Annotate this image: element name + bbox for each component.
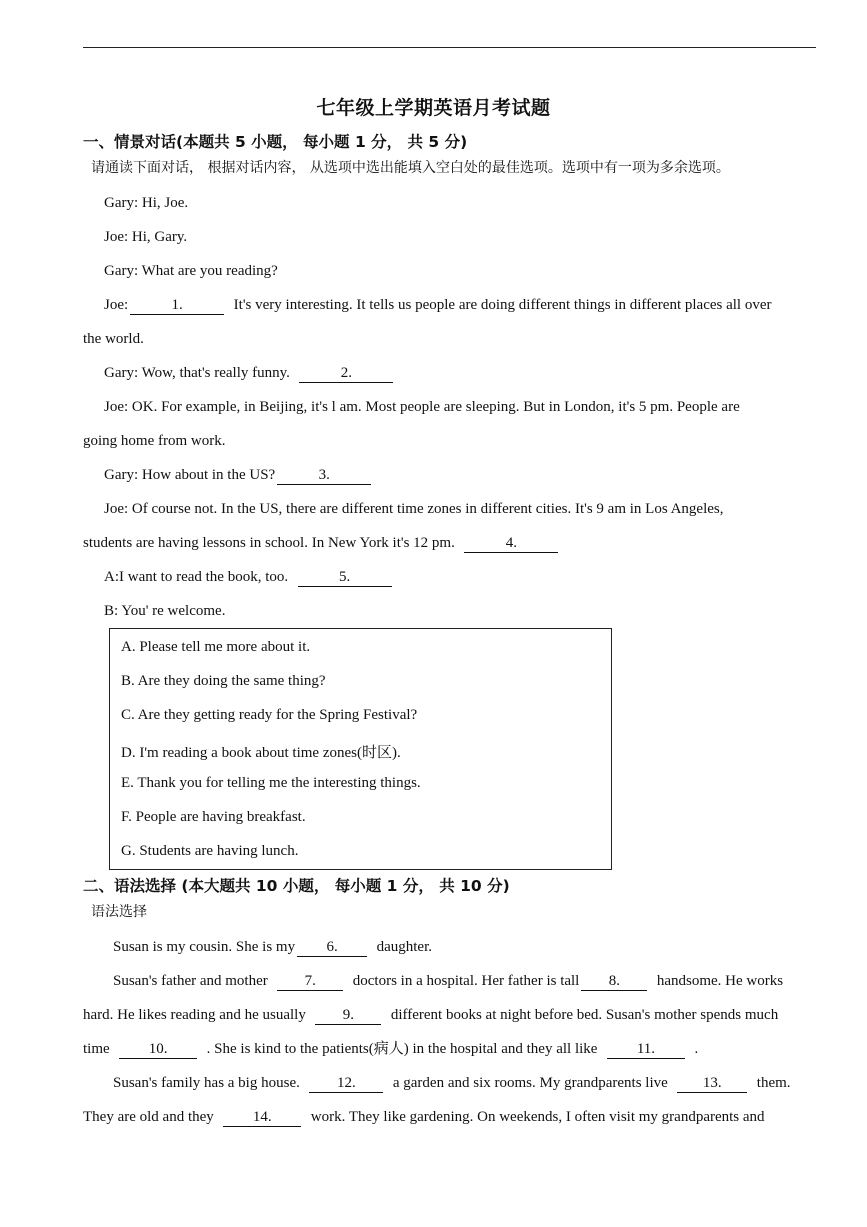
dialogue-line-6: Joe: OK. For example, in Beijing, it's l am. Most people are sleeping. But in London, it's 5 pm. People are — [104, 399, 740, 415]
options-box — [109, 628, 612, 870]
option-a: A. Please tell me more about it. — [121, 639, 311, 655]
answer-blank-12[interactable]: 12. — [309, 1074, 383, 1093]
option-c: C. Are they getting ready for the Spring Festival? — [121, 707, 418, 723]
passage-text: . — [694, 1041, 699, 1057]
dialogue-line-8: Joe: Of course not. In the US, there are different time zones in different cities. It's 9 am in Los Angeles, — [104, 501, 724, 517]
passage-text: They are old and they — [83, 1109, 214, 1125]
passage-text: them. — [756, 1075, 791, 1091]
answer-blank-1[interactable]: 1. — [130, 296, 224, 315]
section1-heading: 一、情景对话(本题共 5 小题， 每小题 1 分， 共 5 分) — [83, 133, 468, 151]
passage-line-3 — [83, 1005, 778, 1025]
answer-blank-10[interactable]: 10. — [119, 1040, 197, 1059]
passage-text: Susan's family has a big house. — [113, 1075, 300, 1091]
dialogue-line-4-cont: the world. — [83, 331, 144, 347]
answer-blank-8[interactable]: 8. — [581, 972, 647, 991]
dialogue-line-5 — [104, 363, 395, 383]
answer-blank-13[interactable]: 13. — [677, 1074, 747, 1093]
passage-text: Susan is my cousin. She is my — [113, 939, 296, 955]
passage-text: hard. He likes reading and he usually — [83, 1007, 306, 1023]
dialogue-line-6-cont: going home from work. — [83, 433, 226, 449]
dialogue-line-1: Gary: Hi, Joe. — [104, 195, 189, 211]
passage-text: Susan's father and mother — [113, 973, 268, 989]
section2-heading: 二、语法选择 (本大题共 10 小题， 每小题 1 分， 共 10 分) — [83, 877, 510, 895]
option-b: B. Are they doing the same thing? — [121, 673, 326, 689]
section1-instruction: 请通读下面对话， 根据对话内容， 从选项中选出能填入空白处的最佳选项。选项中有一项为多余选项。 — [91, 160, 730, 176]
passage-text: doctors in a hospital. Her father is tall — [352, 973, 580, 989]
answer-blank-3[interactable]: 3. — [277, 466, 371, 485]
dialogue-text: It's very interesting. It tells us people are doing different things in different places all over — [233, 297, 772, 313]
section2-subtitle: 语法选择 — [91, 904, 147, 920]
dialogue-line-2: Joe: Hi, Gary. — [104, 229, 188, 245]
option-e: E. Thank you for telling me the interesting things. — [121, 775, 421, 791]
dialogue-text: students are having lessons in school. In New York it's 12 pm. — [83, 535, 455, 551]
dialogue-text: A:I want to read the book, too. — [104, 569, 289, 585]
dialogue-line-4 — [104, 295, 772, 315]
dialogue-speaker: Joe: — [104, 297, 129, 313]
answer-blank-14[interactable]: 14. — [223, 1108, 301, 1127]
passage-line-4 — [83, 1039, 698, 1059]
dialogue-line-7 — [104, 465, 373, 485]
passage-text: handsome. He works — [656, 973, 784, 989]
passage-line-5 — [113, 1073, 791, 1093]
passage-text: time — [83, 1041, 110, 1057]
answer-blank-6[interactable]: 6. — [297, 938, 367, 957]
dialogue-text: Gary: Wow, that's really funny. — [104, 365, 290, 381]
dialogue-text: Gary: How about in the US? — [104, 467, 276, 483]
option-f: F. People are having breakfast. — [121, 809, 306, 825]
answer-blank-5[interactable]: 5. — [298, 568, 392, 587]
header-rule — [83, 47, 816, 48]
passage-line-2 — [113, 971, 783, 991]
answer-blank-2[interactable]: 2. — [299, 364, 393, 383]
dialogue-line-10: B: You' re welcome. — [104, 603, 226, 619]
option-d: D. I'm reading a book about time zones(时区). — [121, 745, 401, 761]
passage-text: work. They like gardening. On weekends, I often visit my grandparents and — [310, 1109, 765, 1125]
option-g: G. Students are having lunch. — [121, 843, 299, 859]
dialogue-line-9 — [104, 567, 394, 587]
answer-blank-7[interactable]: 7. — [277, 972, 343, 991]
answer-blank-11[interactable]: 11. — [607, 1040, 685, 1059]
passage-text: . She is kind to the patients(病人) in the hospital and they all like — [206, 1041, 598, 1057]
dialogue-line-3: Gary: What are you reading? — [104, 263, 278, 279]
page-title: 七年级上学期英语月考试题 — [316, 97, 551, 119]
passage-text: different books at night before bed. Susan's mother spends much — [390, 1007, 779, 1023]
dialogue-line-8-cont — [83, 533, 560, 553]
answer-blank-9[interactable]: 9. — [315, 1006, 381, 1025]
passage-line-6 — [83, 1107, 765, 1127]
answer-blank-4[interactable]: 4. — [464, 534, 558, 553]
passage-text: a garden and six rooms. My grandparents live — [392, 1075, 668, 1091]
passage-text: daughter. — [376, 939, 433, 955]
passage-line-1 — [113, 937, 432, 957]
